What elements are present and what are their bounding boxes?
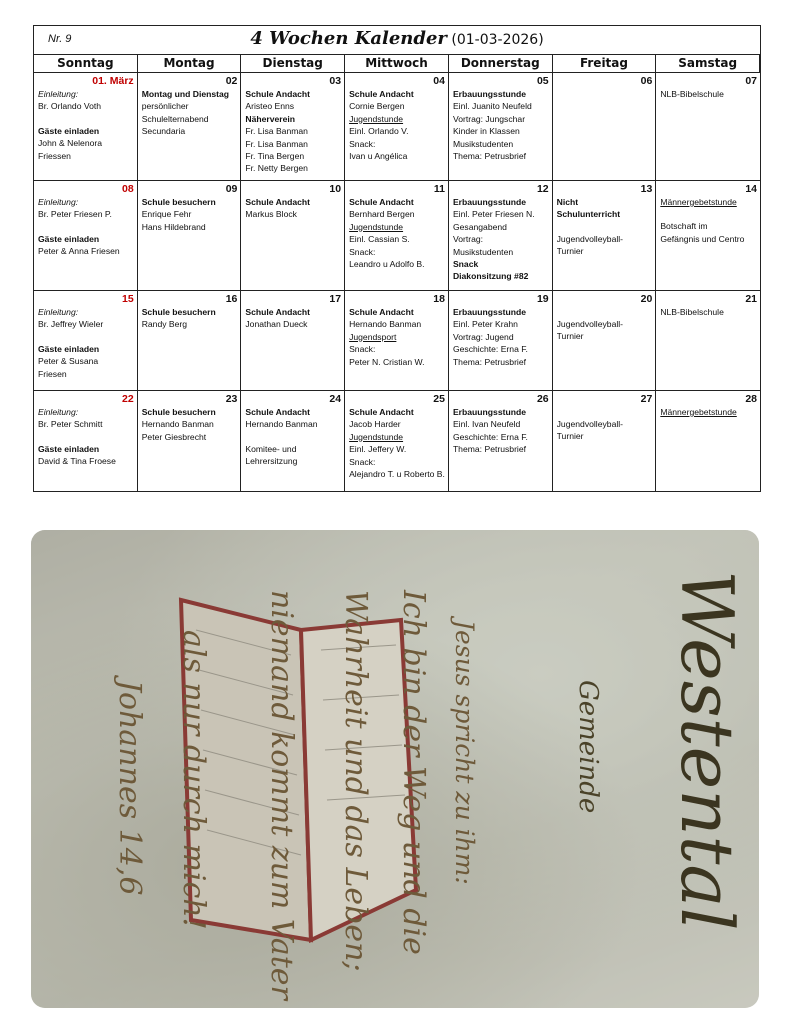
verse-photo xyxy=(31,530,759,1008)
calendar-day-cell xyxy=(241,391,345,491)
event-line: Br. Orlando Voth xyxy=(38,101,102,112)
event-line: Hernando Banman xyxy=(349,319,422,330)
event-line: Turnier xyxy=(556,246,584,257)
event-line: Snack: xyxy=(349,138,376,149)
day-number: 28 xyxy=(745,393,757,405)
event-line: Jugendvolleyball- xyxy=(556,419,624,429)
calendar xyxy=(33,25,761,492)
calendar-day-cell xyxy=(345,391,449,491)
event-line xyxy=(38,431,134,443)
event-line: Jugendstunde xyxy=(349,431,404,442)
event-line: Leandro u Adolfo B. xyxy=(349,259,425,270)
event-line: Schule Andacht xyxy=(349,407,414,417)
calendar-day-cell xyxy=(656,291,760,391)
day-header-freitag: Freitag xyxy=(553,55,657,73)
day-number: 25 xyxy=(433,393,445,405)
event-line: Snack: xyxy=(349,246,376,257)
event-line: Einl. Juanito Neufeld xyxy=(452,101,532,112)
event-line: Br. Peter Friesen P. xyxy=(38,209,112,220)
event-line: Aristeo Enns xyxy=(245,101,295,112)
calendar-day-cell xyxy=(241,73,345,181)
day-header-dienstag: Dienstag xyxy=(241,55,345,73)
event-line: Friessen xyxy=(38,150,71,161)
day-header-samstag: Samstag xyxy=(656,55,760,73)
event-line: Snack xyxy=(452,259,479,270)
event-line: Schule besuchern xyxy=(141,197,216,207)
event-line: Turnier xyxy=(556,331,584,342)
calendar-day-cell xyxy=(449,73,553,181)
day-number: 04 xyxy=(433,75,445,87)
event-line: Randy Berg xyxy=(141,319,188,330)
event-line xyxy=(660,208,757,220)
day-header-donnerstag: Donnerstag xyxy=(449,55,553,73)
event-line: Hernando Banman xyxy=(141,419,214,430)
calendar-day-cell xyxy=(34,181,138,291)
calendar-day-cell xyxy=(138,181,242,291)
event-line xyxy=(557,221,653,233)
event-line: Musikstudenten xyxy=(452,138,514,149)
event-line: Schule Andacht xyxy=(245,197,310,207)
day-number: 27 xyxy=(640,393,653,405)
event-line: Ivan u Angélica xyxy=(349,151,408,162)
event-line: Gäste einladen xyxy=(38,343,100,354)
day-header-montag: Montag xyxy=(138,55,242,73)
event-line xyxy=(245,431,341,443)
event-line: Alejandro T. u Roberto B. xyxy=(349,469,445,480)
event-line: Thema: Petrusbrief xyxy=(452,151,527,162)
day-number: 23 xyxy=(225,393,238,405)
church-logo-name: Westental xyxy=(665,570,749,931)
day-number: 14 xyxy=(745,183,757,195)
day-number: 15 xyxy=(122,293,134,305)
calendar-day-cell xyxy=(553,73,657,181)
day-number: 24 xyxy=(329,393,342,405)
event-line: Schule besuchern xyxy=(141,407,216,417)
event-line: Geschichte: Erna F. xyxy=(452,431,528,442)
calendar-day-cell xyxy=(449,181,553,291)
event-line xyxy=(38,221,134,233)
day-number: 20 xyxy=(640,293,653,305)
day-number: 06 xyxy=(640,75,653,87)
event-line: Gäste einladen xyxy=(38,125,100,136)
event-line: Jugendsport xyxy=(349,331,397,342)
event-line: Komitee- und xyxy=(245,443,297,454)
issue-number: Nr. 9 xyxy=(48,33,72,45)
event-line: Einleitung: xyxy=(38,89,79,99)
verse-line-1: Jesus spricht zu ihm: xyxy=(450,620,479,885)
church-logo-subtitle: Gemeinde xyxy=(573,680,603,814)
event-line: Peter Giesbrecht xyxy=(141,431,207,442)
event-line: Jugendstunde xyxy=(349,113,404,124)
event-line: David & Tina Froese xyxy=(38,456,116,467)
day-number: 22 xyxy=(122,393,134,405)
calendar-day-cell xyxy=(345,181,449,291)
event-line: Fr. Netty Bergen xyxy=(245,163,308,174)
event-line: Kinder in Klassen xyxy=(452,126,520,137)
event-line: Schule Andacht xyxy=(245,89,310,99)
event-line: Br. Peter Schmitt xyxy=(38,419,103,430)
event-line: Peter & Susana xyxy=(38,356,99,367)
calendar-day-cell xyxy=(656,73,760,181)
event-line: Jugendvolleyball- xyxy=(556,233,624,244)
calendar-day-cell xyxy=(449,391,553,491)
event-line xyxy=(557,406,653,418)
event-line: Fr. Lisa Banman xyxy=(245,138,308,149)
event-line: Fr. Lisa Banman xyxy=(245,126,308,137)
event-line: NLB-Bibelschule xyxy=(660,89,724,99)
event-line: Schule Andacht xyxy=(349,307,414,317)
day-number: 07 xyxy=(745,75,757,87)
event-line: Schule Andacht xyxy=(245,407,310,417)
event-line: Diakonsitzung #82 xyxy=(452,271,529,282)
event-line: Einleitung: xyxy=(38,407,79,417)
event-line: Cornie Bergen xyxy=(349,101,405,112)
event-line: Lehrersitzung xyxy=(245,456,298,467)
event-line xyxy=(38,331,134,343)
event-line: Hernando Banman xyxy=(245,419,318,430)
calendar-day-cell xyxy=(553,291,657,391)
event-line: Nicht xyxy=(556,197,579,207)
event-line: Turnier xyxy=(556,431,584,442)
calendar-day-cell xyxy=(138,391,242,491)
event-line: Männergebetstunde xyxy=(660,197,737,207)
event-line: Einl. Cassian S. xyxy=(349,234,410,245)
event-line xyxy=(557,306,653,318)
calendar-title: 4 Wochen Kalender xyxy=(250,28,447,49)
calendar-date: (01-03-2026) xyxy=(451,32,544,48)
event-line: Peter & Anna Friesen xyxy=(38,246,120,257)
event-line: Montag und Dienstag xyxy=(141,89,230,99)
day-number: 08 xyxy=(122,183,134,195)
day-number: 12 xyxy=(536,183,549,195)
event-line: Bernhard Bergen xyxy=(349,209,415,220)
event-line: Peter N. Cristian W. xyxy=(349,356,425,367)
calendar-title-wrap xyxy=(34,28,760,49)
calendar-day-cell xyxy=(345,291,449,391)
event-line xyxy=(38,113,134,125)
day-number: 03 xyxy=(329,75,342,87)
calendar-day-cell xyxy=(656,181,760,291)
event-line: Gefängnis und Centro xyxy=(660,233,745,244)
event-line: Einl. Peter Krahn xyxy=(452,319,518,330)
event-line: Jonathan Dueck xyxy=(245,319,308,330)
day-number: 13 xyxy=(640,183,653,195)
event-line: persönlicher xyxy=(141,101,189,112)
day-number: 18 xyxy=(433,293,445,305)
calendar-header xyxy=(34,26,760,55)
day-number: 05 xyxy=(536,75,549,87)
event-line: Einleitung: xyxy=(38,197,79,207)
calendar-day-cell xyxy=(138,291,242,391)
event-line: Einleitung: xyxy=(38,307,79,317)
event-line: Jacob Harder xyxy=(349,419,401,430)
calendar-day-cell xyxy=(553,181,657,291)
event-line: Erbauungsstunde xyxy=(452,197,526,207)
event-line: Schule Andacht xyxy=(349,89,414,99)
calendar-day-cell xyxy=(34,391,138,491)
event-line: Enrique Fehr xyxy=(141,209,192,220)
day-number: 02 xyxy=(225,75,238,87)
day-number: 10 xyxy=(329,183,342,195)
event-line: Markus Block xyxy=(245,209,297,220)
event-line: Erbauungsstunde xyxy=(452,89,526,99)
event-line: Hans Hildebrand xyxy=(141,221,206,232)
verse-line-3: Wahrheit und das Leben; xyxy=(338,590,373,972)
event-line: Schule Andacht xyxy=(349,197,414,207)
day-number: 09 xyxy=(225,183,238,195)
calendar-grid xyxy=(34,55,760,491)
event-line: Vortrag: Jungschar xyxy=(452,113,526,124)
event-line: Secundaria xyxy=(141,126,186,137)
calendar-day-cell xyxy=(138,73,242,181)
event-line: Snack: xyxy=(349,456,376,467)
event-line: Br. Jeffrey Wieler xyxy=(38,319,104,330)
verse-line-5: als nur durch mich! xyxy=(176,630,211,930)
event-line: Geschichte: Erna F. xyxy=(452,344,528,355)
event-line: Fr. Tina Bergen xyxy=(245,151,305,162)
event-line: John & Nelenora xyxy=(38,138,103,149)
event-line: Jugendvolleyball- xyxy=(556,319,624,329)
event-line: Männergebetstunde xyxy=(660,407,737,417)
day-number: 19 xyxy=(536,293,549,305)
event-line: Friesen xyxy=(38,368,67,379)
day-header-sonntag: Sonntag xyxy=(34,55,138,73)
calendar-day-cell xyxy=(656,391,760,491)
verse-line-4: niemand kommt zum Vater xyxy=(264,590,299,1000)
event-line: Musikstudenten xyxy=(452,246,514,257)
event-line: Näherverein xyxy=(245,113,296,124)
event-line: Gäste einladen xyxy=(38,443,100,454)
event-line: Thema: Petrusbrief xyxy=(452,356,527,367)
verse-reference: Johannes 14,6 xyxy=(112,680,147,896)
day-number: 17 xyxy=(329,293,342,305)
calendar-day-cell xyxy=(449,291,553,391)
event-line: Vortrag: Jugend xyxy=(452,331,514,342)
verse-line-2: Ich bin der Weg und die xyxy=(396,590,431,955)
calendar-day-cell xyxy=(553,391,657,491)
event-line: Einl. Jeffery W. xyxy=(349,444,407,455)
event-line: Erbauungsstunde xyxy=(452,407,526,417)
event-line: Snack: xyxy=(349,344,376,355)
event-line: Gäste einladen xyxy=(38,233,100,244)
event-line: Botschaft im xyxy=(660,221,708,232)
event-line: Vortrag: xyxy=(452,234,484,245)
calendar-day-cell xyxy=(241,291,345,391)
day-number: 01. März xyxy=(92,75,134,87)
day-header-mittwoch: Mittwoch xyxy=(345,55,449,73)
event-line: NLB-Bibelschule xyxy=(660,307,724,317)
calendar-day-cell xyxy=(345,73,449,181)
event-line: Schulelternabend xyxy=(141,113,209,124)
event-line: Schule Andacht xyxy=(245,307,310,317)
day-number: 16 xyxy=(225,293,238,305)
event-line: Schulunterricht xyxy=(556,209,621,220)
calendar-day-cell xyxy=(34,291,138,391)
day-number: 26 xyxy=(536,393,549,405)
event-line: Einl. Orlando V. xyxy=(349,126,409,137)
event-line: Einl. Peter Friesen N. xyxy=(452,209,535,220)
event-line: Schule besuchern xyxy=(141,307,216,317)
event-line: Einl. Ivan Neufeld xyxy=(452,419,521,430)
day-number: 11 xyxy=(433,183,445,195)
event-line: Thema: Petrusbrief xyxy=(452,444,527,455)
event-line: Gesangabend xyxy=(452,221,507,232)
event-line: Erbauungsstunde xyxy=(452,307,526,317)
calendar-day-cell xyxy=(241,181,345,291)
day-number: 21 xyxy=(745,293,757,305)
calendar-day-cell xyxy=(34,73,138,181)
event-line: Jugendstunde xyxy=(349,221,404,232)
